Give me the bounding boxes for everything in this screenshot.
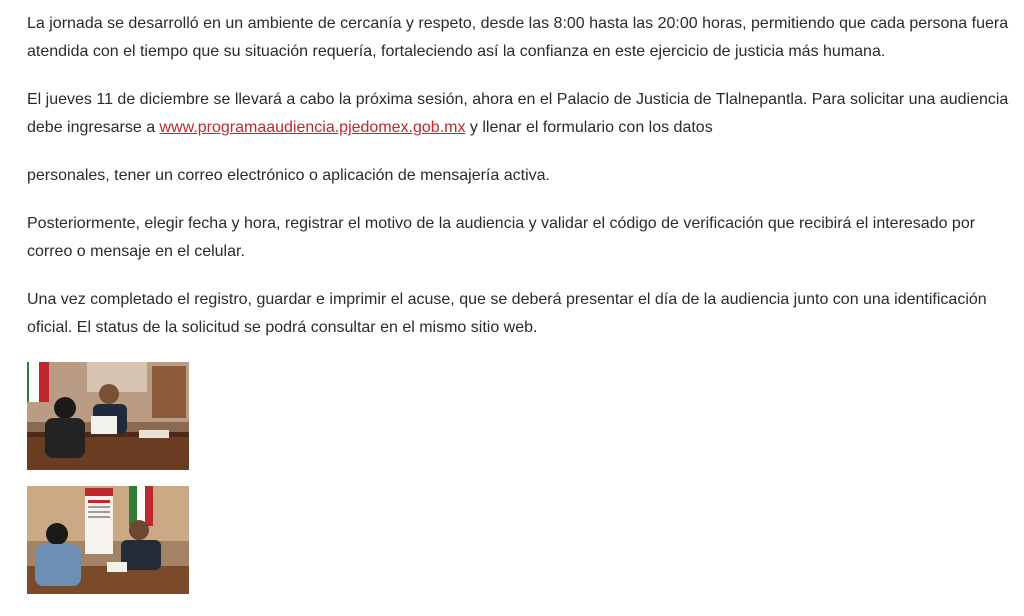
paragraph-acuse: Una vez completado el registro, guardar e imprimir el acuse, que se deberá presentar el día de la audiencia junto con una identificación oficial. El status de la solicitud se podrá consultar en el mismo sitio web. bbox=[27, 291, 987, 336]
audiencia-photo-1[interactable] bbox=[27, 362, 189, 470]
paragraph-posteriormente: Posteriormente, elegir fecha y hora, registrar el motivo de la audiencia y validar el código de verificación que recibirá el interesado por correo o mensaje en el celular. bbox=[27, 215, 976, 260]
paragraph-proxima-sesion-text: El jueves 11 de diciembre se llevará a cabo la próxima sesión, ahora en el Palacio de Justicia de Tlalnepantla. Para solicitar una audiencia debe ingresarse a bbox=[27, 91, 1009, 136]
audiencia-photo-2-image bbox=[27, 486, 189, 594]
paragraph-requisitos: personales, tener un correo electrónico o aplicación de mensajería activa. bbox=[27, 167, 550, 184]
paragraph-proxima-sesion-tail: y llenar el formulario con los datos bbox=[465, 119, 713, 136]
audiencia-photo-2[interactable] bbox=[27, 486, 189, 594]
paragraph-jornada: La jornada se desarrolló en un ambiente de cercanía y respeto, desde las 8:00 hasta las 20:00 horas, permitiendo que cada persona fuera atendida con el tiempo que su situación requería, fortaleciendo así la confianza en este ejercicio de justicia más humana. bbox=[27, 15, 1009, 60]
audiencia-photo-1-image bbox=[27, 362, 189, 470]
programa-audiencia-link[interactable]: www.programaaudiencia.pjedomex.gob.mx bbox=[159, 119, 466, 136]
article-body bbox=[27, 10, 1012, 610]
paragraph-proxima-sesion bbox=[27, 86, 1012, 142]
